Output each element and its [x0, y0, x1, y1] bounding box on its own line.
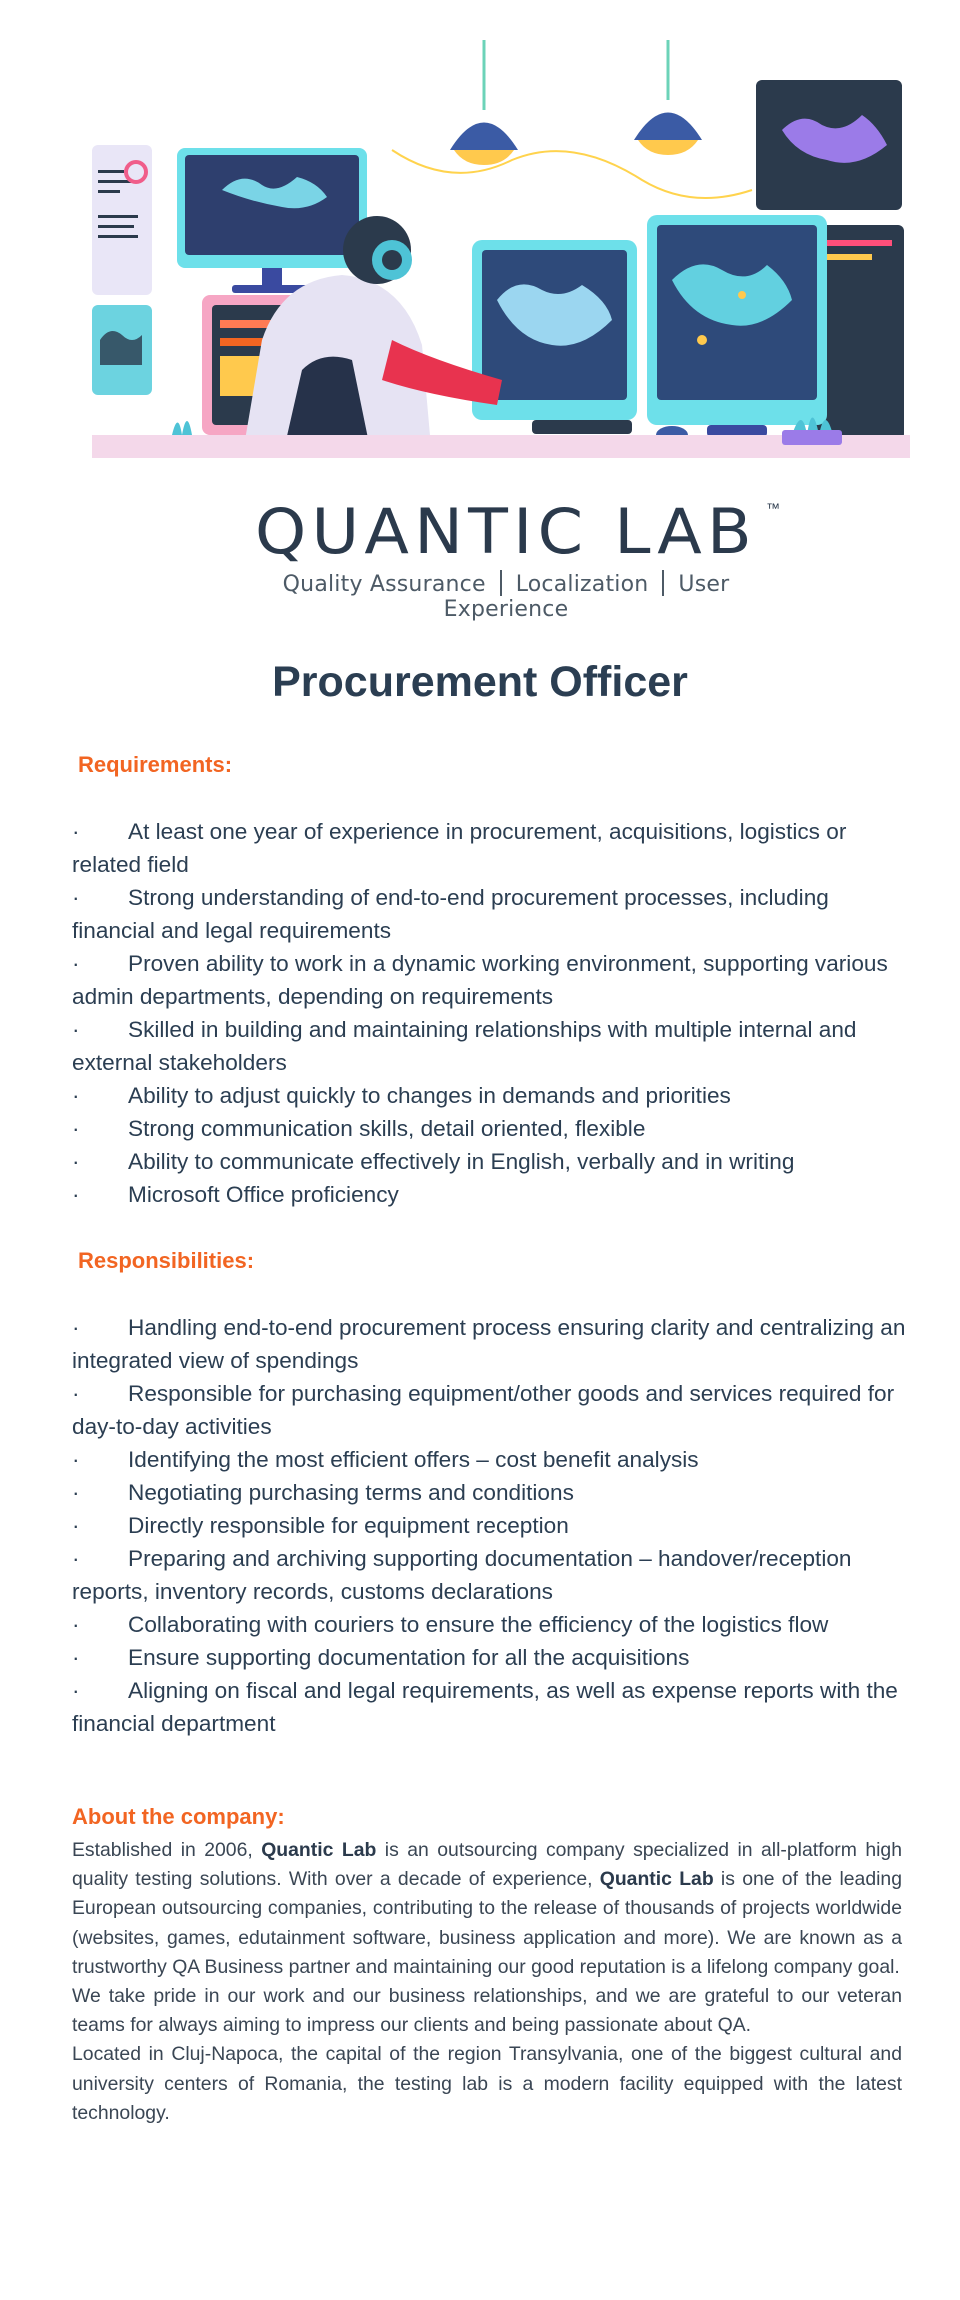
requirements-list	[72, 815, 912, 1211]
list-item-text: Preparing and archiving supporting documentation – handover/reception reports, inventory records, customs declarations	[72, 1546, 852, 1604]
pendant-lamp-icon	[450, 123, 518, 151]
bullet: ·	[72, 951, 80, 976]
about-paragraph: Located in Cluj-Napoca, the capital of the region Transylvania, one of the biggest cultural and university centers of Romania, the testing lab is a modern facility equipped with the latest technology.	[72, 2043, 902, 2124]
list-item	[72, 1079, 912, 1112]
tagline-item: Quality Assurance	[282, 572, 486, 597]
list-item	[72, 1674, 912, 1740]
about-paragraph	[72, 1836, 902, 1982]
job-title: Procurement Officer	[272, 658, 688, 706]
bullet: ·	[72, 1017, 80, 1042]
list-item	[72, 1476, 912, 1509]
logo-tagline	[226, 570, 786, 622]
list-item-text: Proven ability to work in a dynamic working environment, supporting various admin departments, depending on requirements	[72, 951, 888, 1009]
list-item-text: Ability to adjust quickly to changes in demands and priorities	[128, 1083, 731, 1108]
responsibilities-list	[72, 1311, 912, 1740]
about-text	[72, 1836, 902, 2128]
bullet: ·	[72, 1116, 80, 1141]
bullet: ·	[72, 1612, 80, 1637]
bullet: ·	[72, 1645, 80, 1670]
list-item	[72, 1542, 912, 1608]
list-item-text: Negotiating purchasing terms and conditions	[128, 1480, 574, 1505]
bullet: ·	[72, 1480, 80, 1505]
company-name: Quantic Lab	[599, 1868, 714, 1891]
about-text-fragment: Established in 2006,	[72, 1839, 262, 1861]
list-item-text: Strong communication skills, detail oriented, flexible	[128, 1116, 646, 1141]
logo-trademark: ™	[766, 500, 780, 516]
about-paragraph: We take pride in our work and our business relationships, and we are grateful to our veteran teams for always aiming to impress our clients and being passionate about QA.	[72, 1985, 902, 2037]
bullet: ·	[72, 1678, 80, 1703]
list-item	[72, 1377, 912, 1443]
list-item	[72, 947, 912, 1013]
hero-illustration	[92, 40, 910, 458]
list-item	[72, 1145, 912, 1178]
company-name: Quantic Lab	[261, 1839, 377, 1861]
bullet: ·	[72, 1381, 80, 1406]
list-item	[72, 1608, 912, 1641]
list-item-text: Microsoft Office proficiency	[128, 1182, 399, 1207]
list-item	[72, 1178, 912, 1211]
list-item	[72, 881, 912, 947]
list-item-text: Collaborating with couriers to ensure the efficiency of the logistics flow	[128, 1612, 829, 1637]
bullet: ·	[72, 1315, 80, 1340]
list-item-text: At least one year of experience in procurement, acquisitions, logistics or related field	[72, 819, 847, 877]
tagline-separator	[500, 570, 502, 596]
bullet: ·	[72, 1546, 80, 1571]
tagline-separator	[662, 570, 664, 596]
list-item	[72, 1641, 912, 1674]
bullet: ·	[72, 1447, 80, 1472]
list-item-text: Skilled in building and maintaining relationships with multiple internal and external stakeholders	[72, 1017, 857, 1075]
about-heading: About the company:	[72, 1804, 285, 1829]
list-item-text: Aligning on fiscal and legal requirements, as well as expense reports with the financial department	[72, 1678, 898, 1736]
pendant-lamp-icon	[634, 113, 702, 141]
list-item-text: Responsible for purchasing equipment/other goods and services required for day-to-day activities	[72, 1381, 895, 1439]
list-item-text: Handling end-to-end procurement process ensuring clarity and centralizing an integrated view of spendings	[72, 1315, 906, 1373]
about-text-fragment: is an outsourcing company specialized in all-platform high quality testing solutions. With over a decade of experience,	[72, 1839, 903, 1891]
list-item-text: Strong understanding of end-to-end procurement processes, including financial and legal requirements	[72, 885, 829, 943]
bullet: ·	[72, 1083, 80, 1108]
list-item	[72, 1443, 912, 1476]
company-logo	[226, 495, 786, 622]
list-item	[72, 1112, 912, 1145]
logo-wordmark: QUANTIC LAB	[255, 495, 757, 568]
tagline-item: Localization	[515, 572, 649, 597]
list-item	[72, 1509, 912, 1542]
responsibilities-heading: Responsibilities:	[78, 1248, 255, 1273]
about-text-fragment: is one of the leading European outsourcing companies, contributing to the release of thousands of projects worldwide (websites, games, edutainment software, business application and more). We are known as a trustworthy QA Business partner and maintaining our good reputation is a lifelong company goal.	[72, 1868, 902, 1978]
bullet: ·	[72, 1513, 80, 1538]
list-item-text: Ability to communicate effectively in English, verbally and in writing	[128, 1149, 795, 1174]
list-item	[72, 1311, 912, 1377]
bullet: ·	[72, 1182, 80, 1207]
bullet: ·	[72, 1149, 80, 1174]
bullet: ·	[72, 819, 80, 844]
bullet: ·	[72, 885, 80, 910]
list-item-text: Ensure supporting documentation for all the acquisitions	[128, 1645, 690, 1670]
list-item	[72, 1013, 912, 1079]
keyboard-icon	[532, 420, 632, 434]
list-item-text: Directly responsible for equipment reception	[128, 1513, 569, 1538]
requirements-heading: Requirements:	[78, 752, 233, 777]
tagline-item: User Experience	[443, 572, 730, 622]
list-item	[72, 815, 912, 881]
list-item-text: Identifying the most efficient offers – cost benefit analysis	[128, 1447, 699, 1472]
